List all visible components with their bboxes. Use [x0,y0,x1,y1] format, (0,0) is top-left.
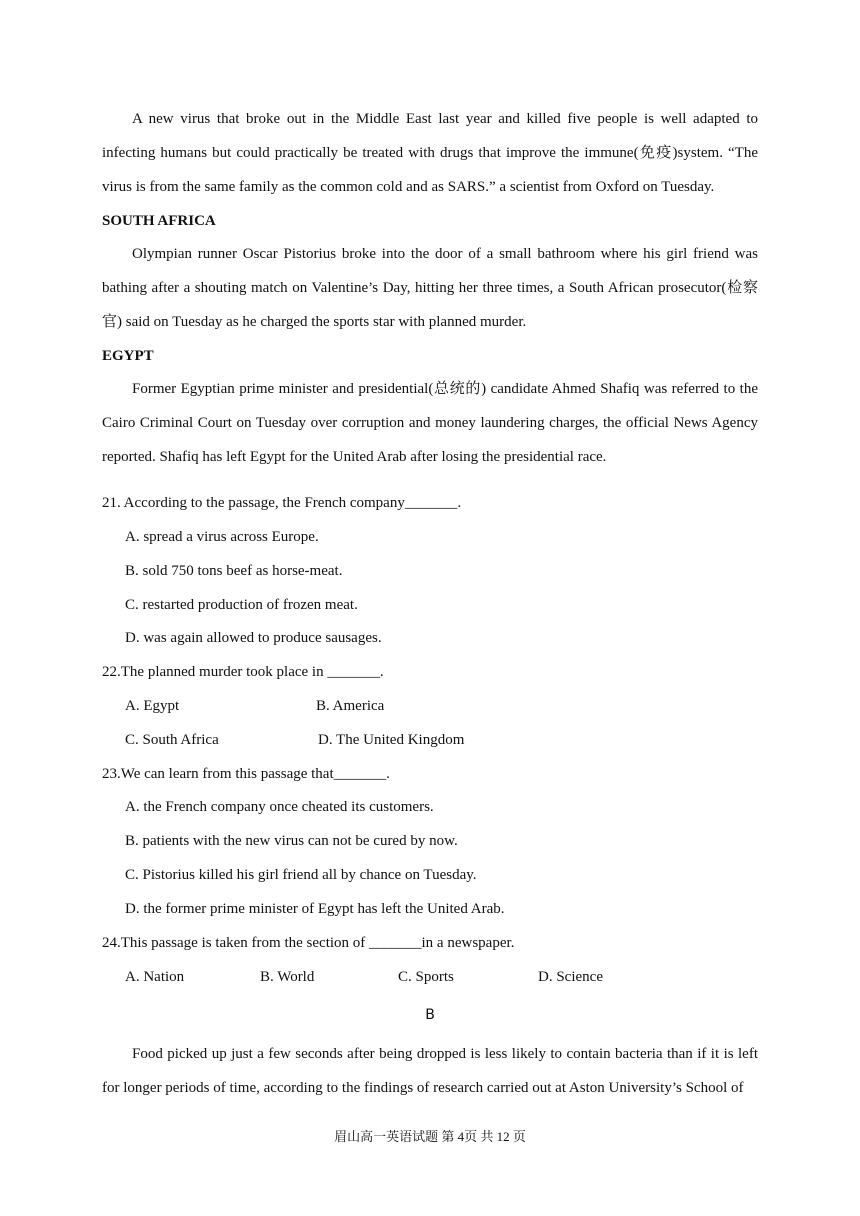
section-heading-b: B [425,1007,435,1023]
question-23-option-d: D. the former prime minister of Egypt has left the United Arab. [125,901,505,917]
passage-paragraph-virus: A new virus that broke out in the Middle East last year and killed five people is well adapted to infecting humans but could practically be treated with drugs that improve the immune(免疫)system. “The virus is from the same family as the common cold and as SARS.” a scientist from Oxford on Tuesday. [102,111,758,195]
passage-paragraph-pistorius: Olympian runner Oscar Pistorius broke into the door of a small bathroom where his girl friend was bathing after a shouting match on Valentine’s Day, hitting her three times, a South African prosecutor(检察官) said on Tuesday as he charged the sports star with planned murder. [102,246,758,330]
question-24-option-d: D. Science [538,969,603,985]
passage-paragraph-shafiq: Former Egyptian prime minister and presidential(总统的) candidate Ahmed Shafiq was referred to the Cairo Criminal Court on Tuesday over corruption and money laundering charges, the official News Agency reported. Shafiq has left Egypt for the United Arab after losing the presidential race. [102,381,758,465]
question-24-option-b: B. World [260,969,315,985]
question-22-option-c: C. South Africa [125,732,219,748]
question-23-option-c: C. Pistorius killed his girl friend all by chance on Tuesday. [125,867,477,883]
question-23-option-a: A. the French company once cheated its customers. [125,799,434,815]
question-21-option-b: B. sold 750 tons beef as horse-meat. [125,563,343,579]
question-24-stem: 24.This passage is taken from the section of _______in a newspaper. [102,935,515,951]
question-22-stem: 22.The planned murder took place in _______. [102,664,384,680]
question-22-option-a: A. Egypt [125,698,180,714]
passage-b-paragraph-food: Food picked up just a few seconds after being dropped is less likely to contain bacteria than if it is left for longer periods of time, according to the findings of research carried out at Aston University’s School of [102,1046,758,1096]
heading-south-africa: SOUTH AFRICA [102,213,216,229]
page-footer: 眉山高一英语试题 第 4页 共 12 页 [334,1129,526,1144]
question-21-option-a: A. spread a virus across Europe. [125,529,319,545]
question-21-option-d: D. was again allowed to produce sausages. [125,630,382,646]
question-24-option-a: A. Nation [125,969,185,985]
question-23-stem: 23.We can learn from this passage that_______. [102,766,390,782]
heading-egypt: EGYPT [102,348,154,364]
question-22-option-d: D. The United Kingdom [318,732,465,748]
question-24-option-c: C. Sports [398,969,454,985]
question-23-option-b: B. patients with the new virus can not be cured by now. [125,833,458,849]
question-21-stem: 21. According to the passage, the French company_______. [102,495,462,511]
question-22-option-b: B. America [316,698,385,714]
question-21-option-c: C. restarted production of frozen meat. [125,597,358,613]
